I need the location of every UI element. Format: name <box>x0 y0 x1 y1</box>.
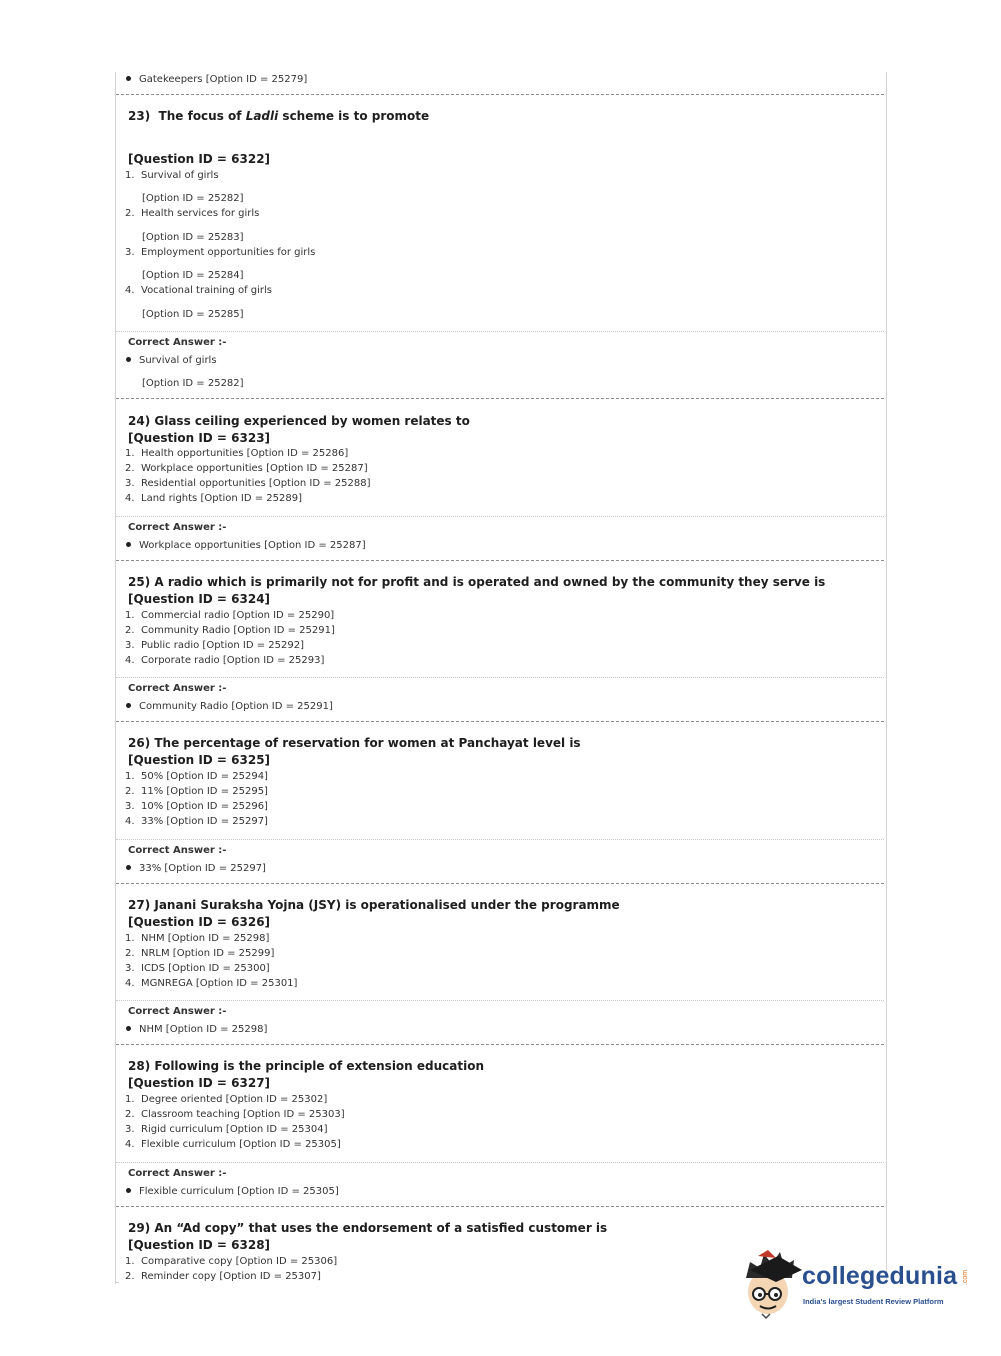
option-4: 4. 33% [Option ID = 25297] <box>125 816 268 827</box>
correct-answer-label: Correct Answer :- <box>128 522 227 533</box>
answer-23 <box>116 332 884 398</box>
answer-26 <box>116 840 884 883</box>
option-1: 1. 50% [Option ID = 25294] <box>125 771 268 782</box>
correct-answer-item: Survival of girls <box>126 355 217 366</box>
option-4: 4. MGNREGA [Option ID = 25301] <box>125 978 298 989</box>
correct-answer-label: Correct Answer :- <box>128 1168 227 1179</box>
bullet-icon <box>126 1188 131 1193</box>
question-23 <box>116 95 884 331</box>
option-1: 1. NHM [Option ID = 25298] <box>125 933 270 944</box>
question-title: 23) The focus of Ladli scheme is to promote <box>128 109 430 123</box>
bullet-icon <box>126 76 131 81</box>
correct-answer-label: Correct Answer :- <box>128 845 227 856</box>
option-4: 4. Land rights [Option ID = 25289] <box>125 493 303 504</box>
option-4: 4. Vocational training of girls <box>125 285 273 296</box>
option-1: 1. Health opportunities [Option ID = 25286] <box>125 448 349 459</box>
question-id: [Question ID = 6326] <box>128 915 271 929</box>
correct-answer-label: Correct Answer :- <box>128 683 227 694</box>
option-2: 2. Health services for girls <box>125 208 260 219</box>
question-id: [Question ID = 6324] <box>128 592 271 606</box>
prev-answer-block <box>116 72 884 94</box>
correct-answer-label: Correct Answer :- <box>128 337 227 348</box>
option-1: 1. Commercial radio [Option ID = 25290] <box>125 610 335 621</box>
correct-answer-item: NHM [Option ID = 25298] <box>126 1024 267 1035</box>
option-2: 2. 11% [Option ID = 25295] <box>125 786 268 797</box>
correct-answer-label: Correct Answer :- <box>128 1006 227 1017</box>
option-3: 3. 10% [Option ID = 25296] <box>125 801 268 812</box>
answer-28 <box>116 1163 884 1206</box>
answer-24 <box>116 517 884 560</box>
question-title: 24) Glass ceiling experienced by women relates to <box>128 414 470 428</box>
question-id: [Question ID = 6323] <box>128 431 271 445</box>
option-2: 2. Community Radio [Option ID = 25291] <box>125 625 335 636</box>
question-28 <box>116 1045 884 1162</box>
logo-tagline: India's largest Student Review Platform <box>803 1297 944 1306</box>
collegedunia-logo <box>740 1248 970 1320</box>
correct-answer-item: Flexible curriculum [Option ID = 25305] <box>126 1186 339 1197</box>
option-2: 2. NRLM [Option ID = 25299] <box>125 948 275 959</box>
question-26 <box>116 722 884 839</box>
question-id: [Question ID = 6322] <box>128 152 271 166</box>
question-title: 29) An “Ad copy” that uses the endorsement of a satisfied customer is <box>128 1221 608 1235</box>
option-1-id: [Option ID = 25282] <box>142 193 244 204</box>
option-3: 3. Employment opportunities for girls <box>125 247 316 258</box>
bullet-icon <box>126 357 131 362</box>
question-title: 28) Following is the principle of extension education <box>128 1059 485 1073</box>
question-25 <box>116 561 884 677</box>
mascot-icon <box>740 1248 804 1320</box>
bullet-icon <box>126 1026 131 1031</box>
question-title: 25) A radio which is primarily not for profit and is operated and owned by the community they serve is <box>128 575 826 589</box>
option-1: 1. Comparative copy [Option ID = 25306] <box>125 1256 338 1267</box>
question-id: [Question ID = 6327] <box>128 1076 271 1090</box>
option-3: 3. Rigid curriculum [Option ID = 25304] <box>125 1124 328 1135</box>
option-3: 3. ICDS [Option ID = 25300] <box>125 963 270 974</box>
option-2: 2. Workplace opportunities [Option ID = 25287] <box>125 463 368 474</box>
correct-answer-item: Gatekeepers [Option ID = 25279] <box>126 74 307 85</box>
option-2-id: [Option ID = 25283] <box>142 232 244 243</box>
bullet-icon <box>126 542 131 547</box>
question-27 <box>116 884 884 1000</box>
correct-answer-item: Workplace opportunities [Option ID = 25287] <box>126 540 366 551</box>
option-1: 1. Degree oriented [Option ID = 25302] <box>125 1094 328 1105</box>
question-id: [Question ID = 6325] <box>128 753 271 767</box>
correct-answer-item: 33% [Option ID = 25297] <box>126 863 266 874</box>
question-24 <box>116 399 884 516</box>
option-3: 3. Residential opportunities [Option ID = 25288] <box>125 478 371 489</box>
logo-wordmark: collegedunia <box>802 1262 958 1290</box>
option-2: 2. Classroom teaching [Option ID = 25303] <box>125 1109 345 1120</box>
question-title: 27) Janani Suraksha Yojna (JSY) is operationalised under the programme <box>128 898 620 912</box>
bullet-icon <box>126 703 131 708</box>
option-2: 2. Reminder copy [Option ID = 25307] <box>125 1271 321 1282</box>
logo-domain: .com <box>962 1269 970 1286</box>
question-title: 26) The percentage of reservation for women at Panchayat level is <box>128 736 581 750</box>
correct-answer-item: Community Radio [Option ID = 25291] <box>126 701 333 712</box>
option-1: 1. Survival of girls <box>125 170 219 181</box>
option-3-id: [Option ID = 25284] <box>142 270 244 281</box>
answer-27 <box>116 1001 884 1044</box>
option-4: 4. Corporate radio [Option ID = 25293] <box>125 655 325 666</box>
option-4-id: [Option ID = 25285] <box>142 309 244 320</box>
correct-answer-id: [Option ID = 25282] <box>142 378 244 389</box>
answer-25 <box>116 678 884 721</box>
bullet-icon <box>126 865 131 870</box>
option-4: 4. Flexible curriculum [Option ID = 25305] <box>125 1139 341 1150</box>
option-3: 3. Public radio [Option ID = 25292] <box>125 640 304 651</box>
question-id: [Question ID = 6328] <box>128 1238 271 1252</box>
